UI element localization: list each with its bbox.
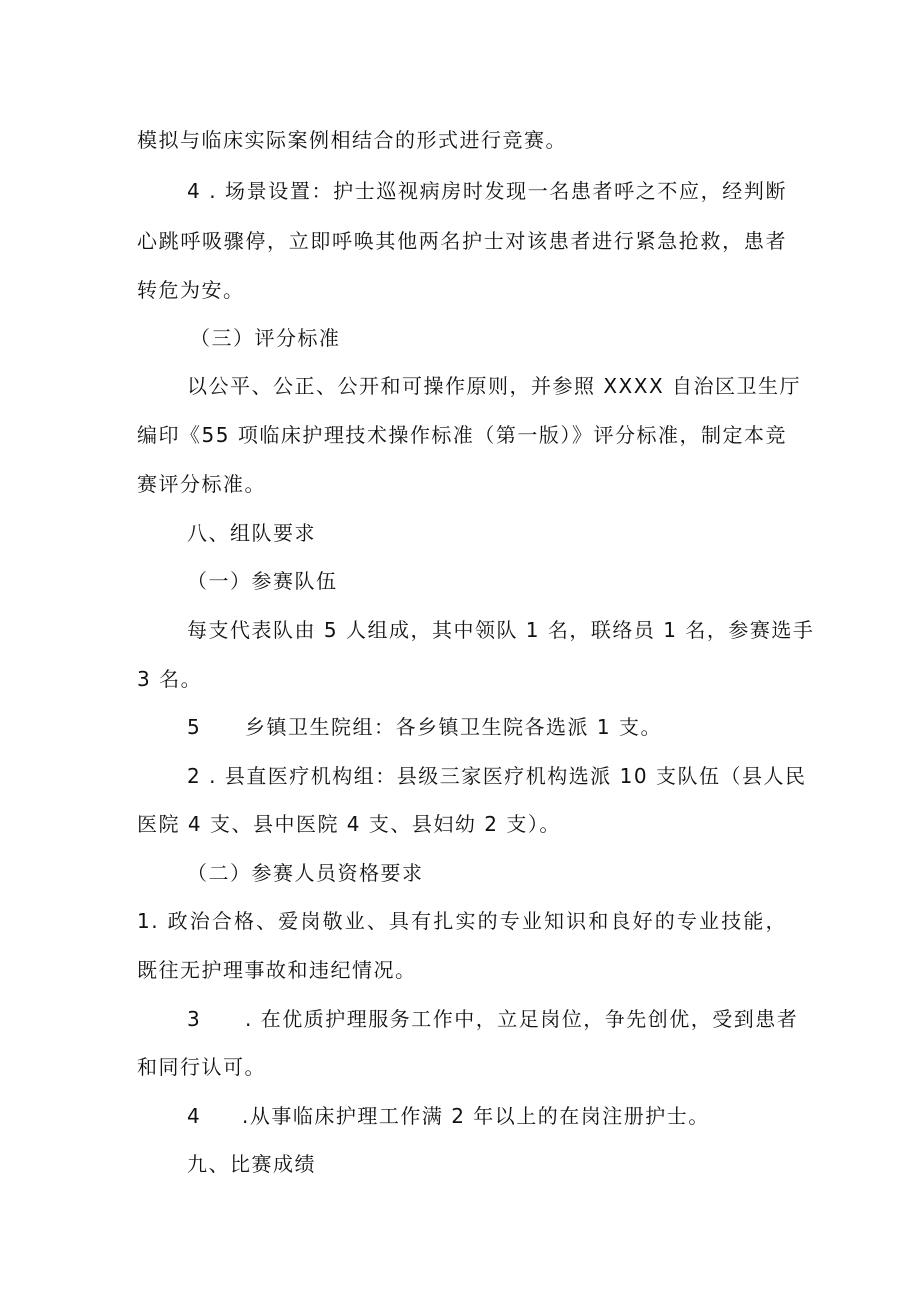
chapter-heading-8: 八、组队要求: [187, 521, 316, 545]
chapter-heading-9: 九、比赛成绩: [187, 1152, 316, 1176]
list-item-5: [187, 713, 662, 741]
list-item-text: . 在优质护理服务工作中，立足岗位，争先创优，受到患者: [245, 1007, 799, 1031]
paragraph-line-15: 医院 4 支、县中医院 4 支、县妇幼 2 支）。: [137, 812, 561, 836]
list-item-text: 乡镇卫生院组：各乡镇卫生院各选派 1 支。: [245, 715, 662, 739]
list-number: 3: [187, 1007, 202, 1031]
paragraph-line-2: 4 . 场景设置：护士巡视病房时发现一名患者呼之不应，经判断: [187, 179, 787, 203]
list-item-3: [187, 1005, 798, 1033]
list-number: 5: [187, 715, 202, 739]
section-heading-3: （三）评分标准: [190, 326, 341, 350]
paragraph-line-6: 以公平、公正、公开和可操作原则，并参照 XXXX 自治区卫生厅: [187, 374, 802, 398]
paragraph-line-3: 心跳呼吸骤停，立即呼唤其他两名护士对该患者进行紧急抢救，患者: [137, 229, 787, 253]
list-item-text: .从事临床护理工作满 2 年以上的在岗注册护士。: [242, 1104, 710, 1128]
paragraph-line-1: 模拟与临床实际案例相结合的形式进行竞赛。: [137, 128, 567, 152]
paragraph-line-14: 2 . 县直医疗机构组：县级三家医疗机构选派 10 支队伍（县人民: [187, 764, 807, 788]
paragraph-line-11: 每支代表队由 5 人组成，其中领队 1 名，联络员 1 名，参赛选手: [187, 618, 815, 642]
paragraph-line-18: 既往无护理事故和违纪情况。: [137, 958, 417, 982]
list-item-4: [187, 1102, 710, 1130]
paragraph-line-12: 3 名。: [137, 667, 203, 691]
paragraph-line-8: 赛评分标准。: [137, 472, 266, 496]
paragraph-line-7: 编印《55 项临床护理技术操作标准（第一版）》评分标准，制定本竞: [137, 423, 787, 447]
subsection-heading-1: （一）参赛队伍: [187, 569, 338, 593]
paragraph-line-17: 1. 政治合格、爱岗敬业、具有扎实的专业知识和良好的专业技能，: [137, 909, 787, 933]
paragraph-line-20: 和同行认可。: [137, 1055, 266, 1079]
paragraph-line-4: 转危为安。: [137, 278, 245, 302]
subsection-heading-2: （二）参赛人员资格要求: [187, 861, 424, 885]
list-number: 4: [187, 1104, 202, 1128]
